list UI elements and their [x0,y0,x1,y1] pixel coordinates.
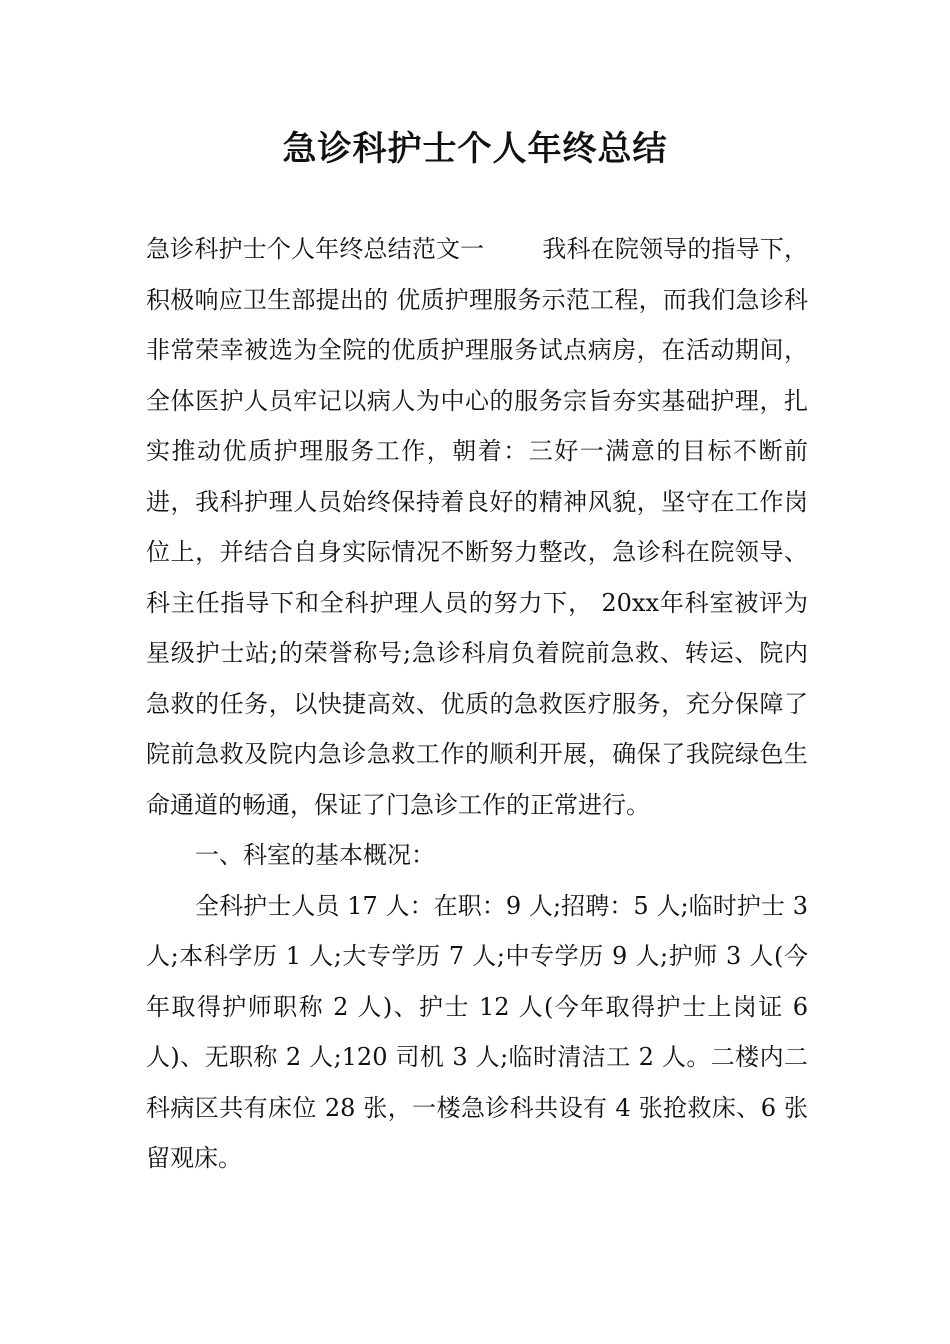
document-body [146,224,808,1184]
paragraph-1-text: 我科在院领导的指导下，积极响应卫生部提出的 优质护理服务示范工程，而我们急诊科非常荣幸被选为全院的优质护理服务试点病房，在活动期间，全体医护人员牢记以病人为中心的服务宗旨夯实基础护理，扎实推动优质护理服务工作，朝着：三好一满意的目标不断前进，我科护理人员始终保持着良好的精神风貌，坚守在工作岗位上，并结合自身实际情况不断努力整改，急诊科在院领导、科主任指导下和全科护理人员的努力下， 20xx年科室被评为星级护士站;的荣誉称号;急诊科肩负着院前急救、转运、院内急救的任务，以快捷高效、优质的急救医疗服务，充分保障了院前急救及院内急诊急救工作的顺利开展，确保了我院绿色生命通道的畅通，保证了门急诊工作的正常进行。 [146,235,809,819]
document-title: 急诊科护士个人年终总结 [282,129,668,169]
intro-paragraph [146,224,808,830]
paragraph-2: 全科护士人员 17 人：在职：9 人;招聘：5 人;临时护士 3 人;本科学历 1 人;大专学历 7 人;中专学历 9 人;护师 3 人(今年取得护师职称 2 人)、护士 12 人(今年取得护士上岗证 6 人)、无职称 2 人;120 司机 3 人;临时清洁工 2 人。二楼内二科病区共有床位 28 张，一楼急诊科共设有 4 张抢救床、6 张留观床。 [146,891,808,1172]
intro-label: 急诊科护士个人年终总结范文一 [146,235,485,263]
section-1-heading: 一、科室的基本概况： [195,841,435,869]
